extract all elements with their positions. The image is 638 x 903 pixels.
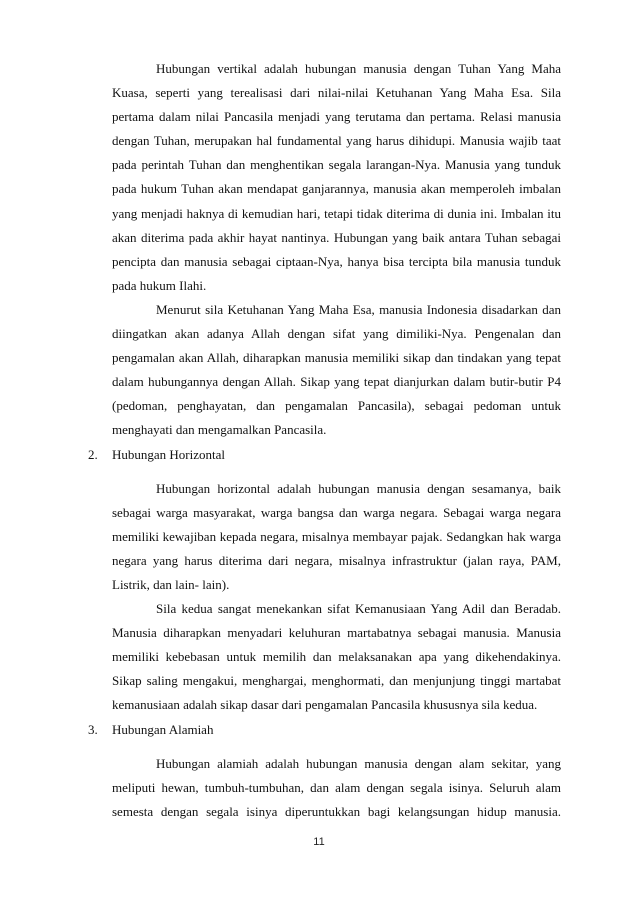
text-line: pada perintah Tuhan dan menghentikan segala larangan-Nya. Manusia yang tunduk <box>112 157 561 173</box>
text-line: Hubungan vertikal adalah hubungan manusia dengan Tuhan Yang Maha <box>156 61 561 76</box>
page-number: 11 <box>313 836 325 848</box>
paragraph-natural-relation <box>112 752 561 824</box>
text-line: akan diterima pada akhir hayat nantinya. Hubungan yang baik antara Tuhan sebagai <box>112 229 561 245</box>
text-line: dalam hubungannya dengan Allah. Sikap yang tepat dianjurkan dalam butir-butir P4 <box>112 374 561 390</box>
text-line: menghayati dan mengamalkan Pancasila. <box>112 422 327 438</box>
text-line: memiliki kewajiban kepada negara, misalnya membayar pajak. Sedangkan hak warga <box>112 529 561 545</box>
text-line: kemanusiaan adalah sikap dasar dari pengamalan Pancasila khususnya sila kedua. <box>112 697 538 713</box>
section-number: 3. <box>88 722 98 737</box>
text-line: negara yang harus diterima dari negara, misalnya infrastruktur (jalan raya, PAM, <box>112 553 561 569</box>
text-line: dengan Tuhan, merupakan hal fundamental yang harus dihidupi. Manusia wajib taat <box>112 133 561 149</box>
text-line: yang menjadi haknya di kemudian hari, tetapi tidak diterima di dunia ini. Imbalan itu <box>112 205 561 221</box>
text-line: memiliki kebebasan untuk memilih dan melaksanakan apa yang dikehendakinya. <box>112 649 561 665</box>
text-line: Hubungan horizontal adalah hubungan manusia dengan sesamanya, baik <box>156 481 561 496</box>
paragraph-vertical-relation <box>112 57 561 298</box>
text-line: diingatkan akan adanya Allah dengan sifat yang dimiliki-Nya. Pengenalan dan <box>112 326 561 342</box>
text-line: Manusia diharapkan menyadari keluhuran martabatnya sebagai manusia. Manusia <box>112 625 561 641</box>
section-heading-alamiah <box>88 718 213 742</box>
text-line: pertama dalam nilai Pancasila menjadi yang terutama dan pertama. Relasi manusia <box>112 109 561 125</box>
text-line: Sikap saling mengakui, menghargai, menghormati, dan menjunjung tinggi martabat <box>112 673 561 689</box>
paragraph-ketuhanan <box>112 298 561 443</box>
text-line: Listrik, dan lain- lain). <box>112 577 230 593</box>
section-title: Hubungan Horizontal <box>112 447 226 462</box>
text-line: pencipta dan manusia sebagai ciptaan-Nya, hanya bisa tercipta bila manusia tunduk <box>112 253 561 269</box>
text-line: Hubungan alamiah adalah hubungan manusia dengan alam sekitar, yang <box>156 756 561 771</box>
text-line: Sila kedua sangat menekankan sifat Kemanusiaan Yang Adil dan Beradab. <box>156 601 561 616</box>
text-line: pada hukum Tuhan akan mendapat ganjarannya, manusia akan memperoleh imbalan <box>112 181 561 197</box>
text-line: Kuasa, seperti yang terealisasi dari nilai-nilai Ketuhanan Yang Maha Esa. Sila <box>112 85 561 101</box>
paragraph-kemanusiaan <box>112 597 561 717</box>
paragraph-horizontal-relation <box>112 477 561 597</box>
section-heading-horizontal <box>88 443 225 467</box>
text-line: semesta dengan segala isinya diperuntukkan bagi kelangsungan hidup manusia. <box>112 804 561 820</box>
section-number: 2. <box>88 447 98 462</box>
text-line: (pedoman, penghayatan, dan pengamalan Pancasila), sebagai pedoman untuk <box>112 398 561 414</box>
section-title: Hubungan Alamiah <box>112 722 214 737</box>
text-line: pengamalan akan Allah, diharapkan manusia memiliki sikap dan tindakan yang tepat <box>112 350 561 366</box>
text-line: Menurut sila Ketuhanan Yang Maha Esa, manusia Indonesia disadarkan dan <box>156 302 561 317</box>
text-line: meliputi hewan, tumbuh-tumbuhan, dan alam dengan segala isinya. Seluruh alam <box>112 780 561 796</box>
text-line: pada hukum Ilahi. <box>112 277 207 293</box>
text-line: sebagai warga masyarakat, warga bangsa dan warga negara. Sebagai warga negara <box>112 505 561 521</box>
